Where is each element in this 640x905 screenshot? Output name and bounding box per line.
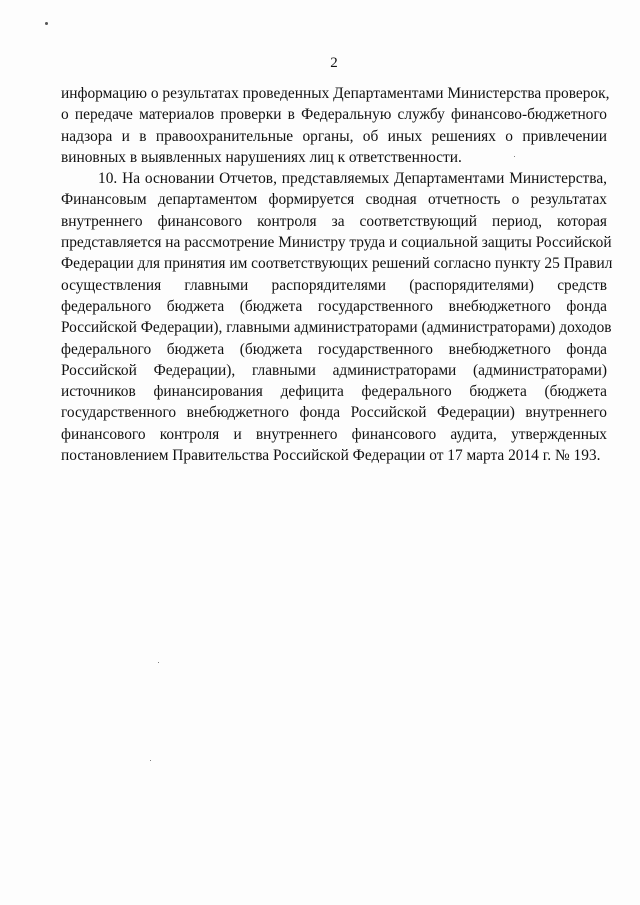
text-line: виновных в выявленных нарушениях лиц к ответственности. bbox=[61, 148, 462, 166]
page-number: 2 bbox=[330, 55, 338, 71]
text-line: 10. На основании Отчетов, представляемых Департаментами Министерства, bbox=[98, 170, 607, 188]
scan-speck bbox=[158, 662, 159, 663]
text-line: о передаче материалов проверки в Федеральную службу финансово-бюджетного bbox=[61, 106, 607, 124]
scan-speck bbox=[150, 760, 151, 761]
text-line: федерального бюджета (бюджета государственного внебюджетного фонда bbox=[61, 340, 607, 358]
text-line: финансового контроля и внутреннего финансового аудита, утвержденных bbox=[61, 425, 607, 443]
scan-speck bbox=[45, 22, 48, 25]
document-body bbox=[61, 83, 613, 466]
text-line: федерального бюджета (бюджета государственного внебюджетного фонда bbox=[61, 297, 607, 315]
text-line: информацию о результатах проведенных Департаментами Министерства проверок, bbox=[61, 85, 610, 102]
text-line: осуществления главными распорядителями (распорядителями) средств bbox=[61, 276, 607, 294]
text-line: источников финансирования дефицита федерального бюджета (бюджета bbox=[61, 383, 607, 401]
paragraph bbox=[61, 168, 613, 466]
text-line: надзора и в правоохранительные органы, об иных решениях о привлечении bbox=[61, 127, 607, 145]
text-line: Российской Федерации), главными администраторами (администраторами) bbox=[61, 361, 607, 379]
text-line: постановлением Правительства Российской Федерации от 17 марта 2014 г. № 193. bbox=[61, 447, 601, 465]
text-line: внутреннего финансового контроля за соответствующий период, которая bbox=[61, 212, 607, 230]
text-line: Российской Федерации), главными администраторами (администраторами) доходов bbox=[61, 319, 612, 337]
text-line: Федерации для принятия им соответствующих решений согласно пункту 25 Правил bbox=[61, 255, 613, 273]
text-line: представляется на рассмотрение Министру труда и социальной защиты Российской bbox=[61, 234, 612, 252]
paragraph bbox=[61, 83, 610, 168]
text-line: государственного внебюджетного фонда Российской Федерации) внутреннего bbox=[61, 404, 607, 422]
text-line: Финансовым департаментом формируется сводная отчетность о результатах bbox=[61, 191, 607, 209]
